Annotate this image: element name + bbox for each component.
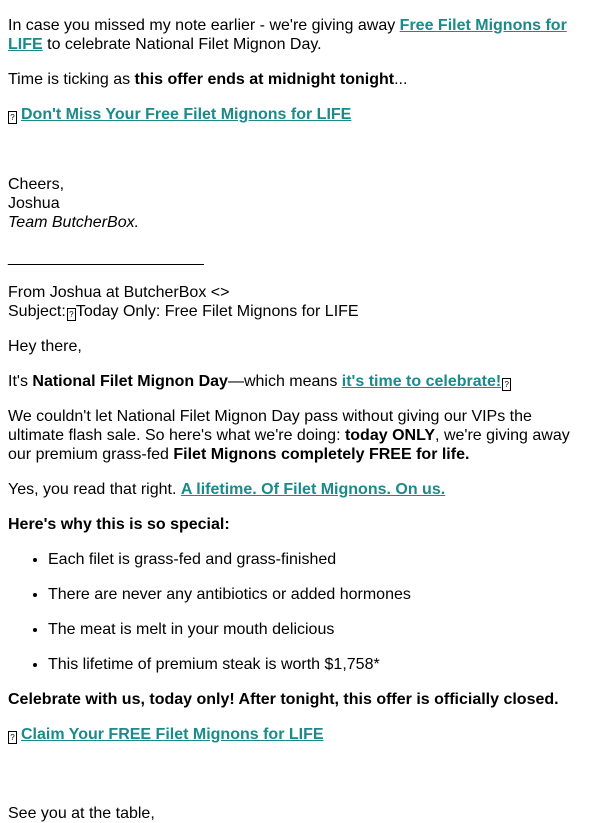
closing-paragraph <box>8 690 592 709</box>
claim-link[interactable]: Claim Your FREE Filet Mignons for LIFE <box>21 726 324 743</box>
flash-sale-paragraph <box>8 407 592 464</box>
hey-there: Hey there, <box>8 338 82 355</box>
intro-text-1: In case you missed my note earlier - we're giving away <box>8 17 400 34</box>
cta-paragraph-2 <box>8 725 592 744</box>
free-filet-link[interactable]: Free Filet Mignons for LIFE <box>8 17 567 53</box>
list-item: • This lifetime of premium steak is worth $1,758* <box>48 655 592 674</box>
intro-text-2: to celebrate National Filet Mignon Day. <box>42 36 322 53</box>
today-only-bold: today ONLY <box>344 427 436 444</box>
offer-ends-bold: this offer ends at midnight tonight <box>134 71 395 88</box>
cta-paragraph-1 <box>8 105 592 124</box>
missing-glyph-icon: ? <box>502 378 511 391</box>
ticking-text-1: Time is ticking as <box>8 71 135 88</box>
lifetime-paragraph <box>8 480 592 499</box>
spacer <box>8 760 592 804</box>
national-day-bold: National Filet Mignon Day <box>32 373 228 390</box>
signoff-greeting: Cheers, <box>8 176 65 193</box>
missing-glyph-icon: ? <box>8 111 17 124</box>
signoff <box>8 175 592 232</box>
list-item: • The meat is melt in your mouth delicious <box>48 620 592 639</box>
flash-text-1: We couldn't let National Filet Mignon Day pass without giving our VIPs the ultimate flash sale. So here's what we're doing: <box>8 408 532 444</box>
subject-label: Subject: <box>8 303 66 320</box>
why-heading-text: Here's why this is so special: <box>8 516 230 533</box>
forwarded-header <box>8 283 592 321</box>
spacer <box>8 140 592 175</box>
flash-text-2: , we're giving away our premium grass-fed <box>8 427 570 463</box>
ticking-text-2: ... <box>394 71 408 88</box>
forwarded-from: From Joshua at ButcherBox <> <box>8 284 230 301</box>
closing-bold: Celebrate with us, today only! After tonight, this offer is officially closed. <box>8 691 559 708</box>
benefits-list <box>8 550 592 674</box>
list-item: • There are never any antibiotics or added hormones <box>48 585 592 604</box>
subject-text: Today Only: Free Filet Mignons for LIFE <box>75 303 359 320</box>
separator-line: ______________________ <box>8 249 204 266</box>
lifetime-link[interactable]: A lifetime. Of Filet Mignons. On us. <box>180 481 446 498</box>
free-for-life-bold: Filet Mignons completely FREE for life. <box>173 446 470 463</box>
forwarded-subject-line <box>8 302 592 321</box>
ticking-paragraph <box>8 70 592 89</box>
time-to-celebrate-link[interactable]: it's time to celebrate! <box>341 373 502 390</box>
list-item: • Each filet is grass-fed and grass-finished <box>48 550 592 569</box>
celebrate-text-1: It's <box>8 373 33 390</box>
missing-glyph-icon: ? <box>8 731 17 744</box>
signoff-name: Joshua <box>8 195 60 212</box>
intro-paragraph <box>8 16 592 54</box>
cutoff-line: See you at the table, <box>8 805 155 822</box>
celebrate-text-2: —which means <box>227 373 342 390</box>
why-heading <box>8 515 592 534</box>
signoff-team: Team ButcherBox. <box>8 214 140 231</box>
dont-miss-link[interactable]: Don't Miss Your Free Filet Mignons for LIFE <box>21 106 352 123</box>
lifetime-text: Yes, you read that right. <box>8 481 181 498</box>
missing-glyph-icon: ? <box>67 308 76 321</box>
celebrate-paragraph <box>8 372 592 391</box>
